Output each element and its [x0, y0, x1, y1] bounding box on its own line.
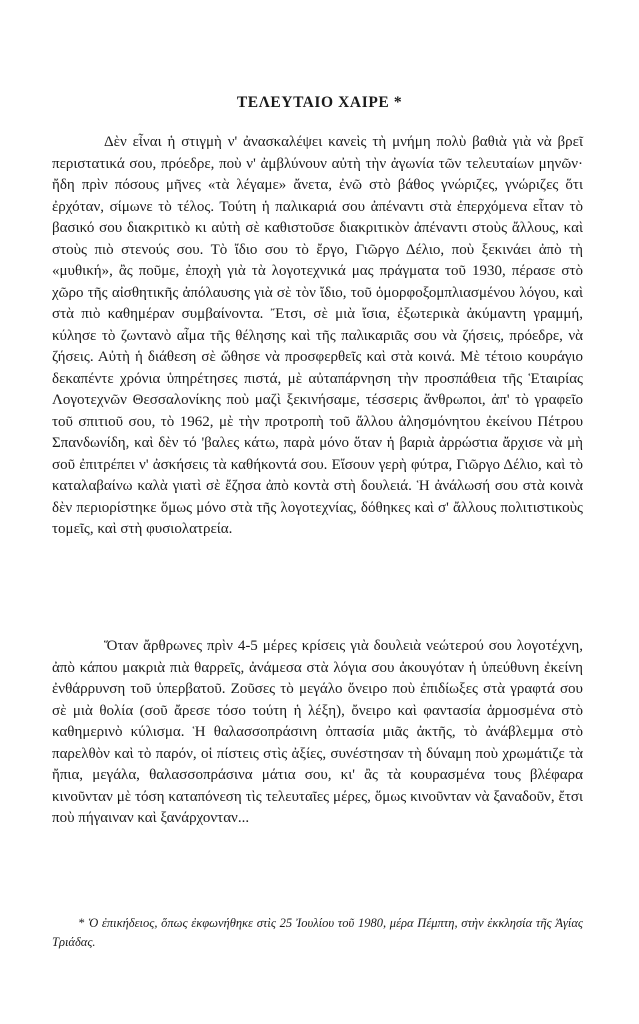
footnote: * Ὁ ἐπικήδειος, ὅπως ἐκφωνήθηκε στὶς 25 Ἰουλίου τοῦ 1980, μέρα Πέμπτη, στὴν ἐκκλησία τῆς Ἁγίας Τριάδας.: [52, 916, 583, 949]
page-title: ΤΕΛΕΥΤΑΙΟ ΧΑΙΡΕ *: [236, 94, 403, 111]
paragraph-2: Ὅταν ἄρθρωνες πρὶν 4-5 μέρες κρίσεις γιὰ δουλειὰ νεώτερού σου λογοτέχνη, ἀπὸ κάπου μακριὰ πιὰ θαρρεῖς, ἀνάμεσα στὰ λόγια σου ἀκουγόταν ἡ ὑπεύθυνη ἐκείνη ἐνθάρρυνση τοῦ ὑπερβατοῦ. Ζοῦσες τὸ μεγάλο ὄνειρο ποὺ ἐπιδίωξες στὰ γραφτά σου σὲ μιὰ θολία (σοῦ ἄρεσε τόσο τούτη ἡ λέξη), ὄνειρο καὶ φαντασία ἁρμοσμένα στὸ καθημερινὸ κύλισμα. Ἡ θαλασσοπράσινη ὀπτασία μιᾶς ἀκτῆς, τὸ ἀνάβλεμμα στὸ παρελθὸν καὶ τὸ παρόν, οἱ πίστεις στὶς ἀξίες, συνέστησαν τὴ δύναμη ποὺ χρωμάτιζε τὰ ἤπια, μεγάλα, θαλασσοπράσινα μάτια σου, κι' ἂς τὰ κουρασμένα τους βλέφαρα κινοῦνταν μὲ τόση καταπόνεση τὶς τελευταῖες μέρες, ὅμως κινοῦνταν νὰ ξαναδοῦν, ἔτσι ποὺ πήγαιναν καὶ ξανάρχονταν...: [52, 638, 583, 826]
paragraph-1: Δὲν εἶναι ἡ στιγμὴ ν' ἀνασκαλέψει κανεὶς τὴ μνήμη πολὺ βαθιὰ γιὰ νὰ βρεῖ περιστατικά σου, πρόεδρε, ποὺ ν' ἀμβλύνουν αὐτὴ τὴν ἀγωνία τῶν τελευταίων μηνῶν· ἤδη πρὶν πόσους μῆνες «τὰ λέγαμε» ἄνετα, ἐνῶ στὸ βάθος γνώριζες, γνώριζες ὅτι ἐρχόταν, σίμωνε τὸ τέλος. Τούτη ἡ παλικαριά σου ἀπέναντι στὰ ἐπερχόμενα εἶταν τὸ βασικό σου διακριτικὸ κι αὐτὴ σὲ καθιστοῦσε διακριτικὸν ἀπέναντι στοὺς ἄλλους, καὶ στοὺς πιὸ στενούς σου. Τὸ ἴδιο σου τὸ ἔργο, Γιῶργο Δέλιο, ποὺ ξεκινάει ἀπὸ τὴ «μυθική», ἂς ποῦμε, ἐποχὴ γιὰ τὰ λογοτεχνικά μας πράγματα τοῦ 1930, πέρασε στὸ χῶρο τῆς αἰσθητικῆς ἀπόλαυσης γιὰ σὲ τὸν ἴδιο, τοῦ ὁμορφοξομπλιασμένου λόγου, καὶ στὰ πιὸ καθημέραν συμβαίνοντα. Ἔτσι, σὲ μιὰ ἴσια, ἐξωτερικὰ ἀκύμαντη γραμμή, κύλησε τὸ ζωντανὸ αἷμα τῆς θέλησης καὶ τῆς παλικαριᾶς σου νὰ ζήσεις, πρόεδρε, νὰ ζήσεις. Αὐτὴ ἡ διάθεση σὲ ὤθησε νὰ προσφερθεῖς καὶ στὰ κοινά. Μὲ τέτοιο κουράγιο δεκαπέντε χρόνια ὑπηρέτησες πιστά, μὲ αὐταπάρνηση τὴν προσπάθεια τῆς Ἑταιρίας Λογοτεχνῶν Θεσσαλονίκης ποὺ μαζὶ ξεκινήσαμε, τέσσερις ἄνθρωποι, ἀπ' τὸ γραφεῖο τοῦ σπιτιοῦ σου, τὸ 1962, μὲ τὴν προτροπὴ τοῦ ἄλλου ἀλησμόνητου ἐκείνου Πέτρου Σπανδωνίδη, καὶ δὲν τό 'βαλες κάτω, παρὰ μόνο ὅταν ἡ βαριὰ ἀρρώστια ἄρχισε νὰ μὴ σοῦ ἐπιτρέπει ν' ἀσκήσεις τὰ καθήκοντά σου. Εἴσουν γερὴ φύτρα, Γιῶργο Δέλιο, καὶ τὸ καταλαβαίνω καλὰ γιατὶ σὲ ἔζησα ἀπὸ κοντὰ στὴ δουλειά. Ἡ ἀνάλωσή σου στὰ κοινὰ δὲν περιορίστηκε ὅμως μόνο στὰ τῆς λογοτεχνίας, δόθηκες καὶ σ' ἄλλους πολιτιστικοὺς τομεῖς, καὶ στὴ φυσιολατρεία.: [52, 134, 583, 537]
